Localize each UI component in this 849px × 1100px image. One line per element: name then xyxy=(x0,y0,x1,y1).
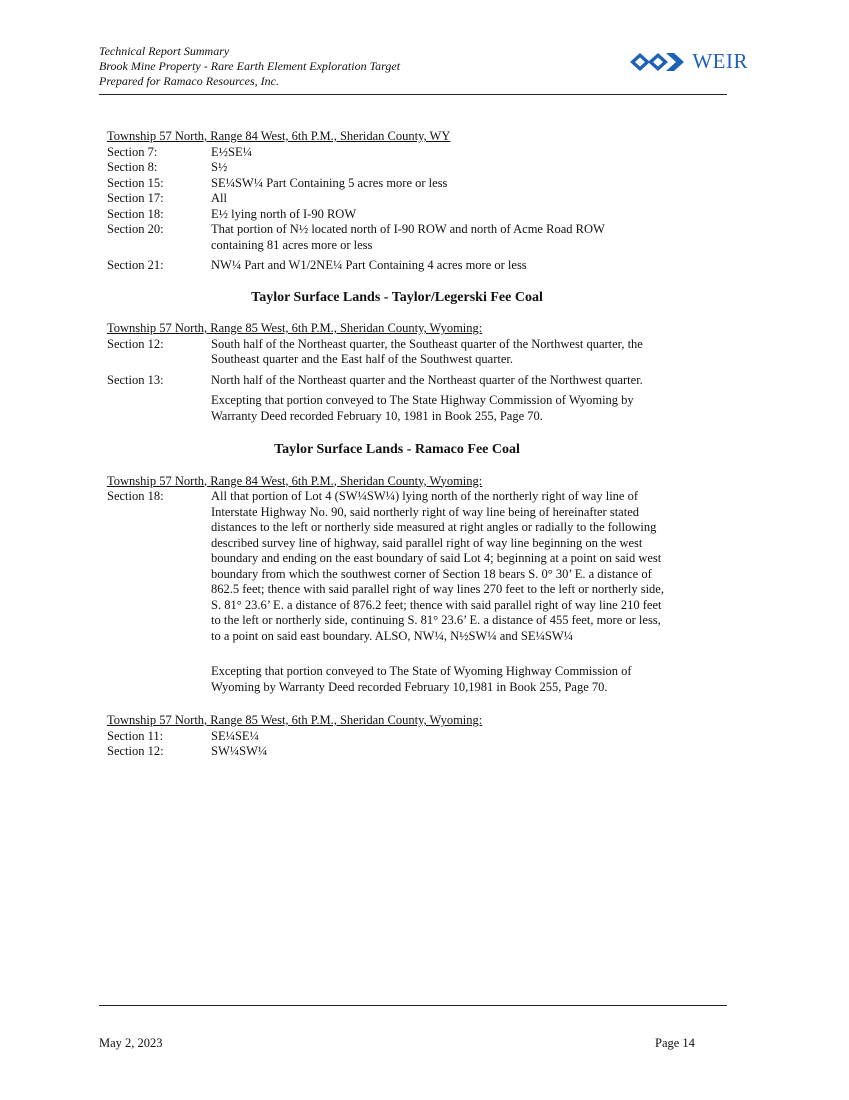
weir-chevrons-icon xyxy=(628,50,690,74)
footer-rule xyxy=(99,1005,727,1006)
header-line-2: Brook Mine Property - Rare Earth Element Exploration Target xyxy=(99,59,401,73)
section-row: Section 20: That portion of N½ located north of I-90 ROW and north of Acme Road ROW containing 81 acres more or less xyxy=(107,222,605,252)
document-body xyxy=(107,129,687,760)
section-row: Section 21: NW¼ Part and W1/2NE¼ Part Containing 4 acres more or less xyxy=(107,258,527,272)
section-row: Section 8: S½ xyxy=(107,160,228,174)
township-heading-4: Township 57 North, Range 85 West, 6th P.M., Sheridan County, Wyoming: xyxy=(107,713,483,727)
section-list-1 xyxy=(107,145,687,274)
section-row: Section 7: E½SE¼ xyxy=(107,144,252,159)
exception-row: Excepting that portion conveyed to The State Highway Commission of Wyoming by Warranty Deed recorded February 10, 1981 in Book 255, Page 70. xyxy=(211,393,634,423)
page-header xyxy=(99,44,748,95)
page-number: Page 14 xyxy=(655,1036,695,1050)
township-heading-2: Township 57 North, Range 85 West, 6th P.M., Sheridan County, Wyoming: xyxy=(107,321,483,335)
section-heading-2: Taylor Surface Lands - Ramaco Fee Coal xyxy=(274,442,520,457)
section-row: Section 12: SW¼SW¼ xyxy=(107,744,268,758)
section-row: Section 15: SE¼SW¼ Part Containing 5 acres more or less xyxy=(107,175,448,190)
section-row: Section 12: South half of the Northeast quarter, the Southeast quarter of the Northwest quarter, the Southeast quarter and the East half of the Southwest quarter. xyxy=(107,336,643,366)
township-heading-3: Township 57 North, Range 84 West, 6th P.M., Sheridan County, Wyoming: xyxy=(107,473,483,488)
weir-logo xyxy=(628,49,748,74)
township-heading-1: Township 57 North, Range 84 West, 6th P.M., Sheridan County, WY xyxy=(107,129,451,143)
header-line-1: Technical Report Summary xyxy=(99,44,230,58)
exception-row: Excepting that portion conveyed to The State of Wyoming Highway Commission of Wyoming by Warranty Deed recorded February 10,1981 in Book 255, Page 70. xyxy=(211,664,632,694)
section-row: Section 17: All xyxy=(107,191,227,205)
section-row: Section 11: SE¼SE¼ xyxy=(107,728,259,743)
section-row: Section 18: E½ lying north of I-90 ROW xyxy=(107,206,357,221)
section-row: Section 18: All that portion of Lot 4 (SW¼SW¼) lying north of the northerly right of way line of Interstate Highway No. 90, said northerly right of way line being of hereinafter stated distances to the left or northerly side measured at right angles or radially to the following described survey line of highway, said parallel right of way line beginning on the west boundary and ending on the east boundary of said Lot 4; beginning at a point on said west boundary from which the southwest corner of Section 18 bears S. 0° 30’ E. a distance of 862.5 feet; thence with said parallel right of way lines 270 feet to the left or northerly side, S. 81° 23.6’ E. a distance of 876.2 feet; thence with said parallel right of way line 210 feet to the left or northerly side, continuing S. 81° 23.6’ E. a distance of 455 feet, more or less, to a point on said east boundary. ALSO, NW¼, N½SW¼ and SE¼SW¼ xyxy=(107,489,664,643)
logo-wordmark: WEIR xyxy=(692,49,748,73)
footer-date: May 2, 2023 xyxy=(99,1036,163,1050)
header-line-3: Prepared for Ramaco Resources, Inc. xyxy=(99,74,279,88)
section-heading-1: Taylor Surface Lands - Taylor/Legerski Fee Coal xyxy=(251,289,543,305)
section-row: Section 13: North half of the Northeast quarter and the Northeast quarter of the Northwest quarter. xyxy=(107,372,643,387)
